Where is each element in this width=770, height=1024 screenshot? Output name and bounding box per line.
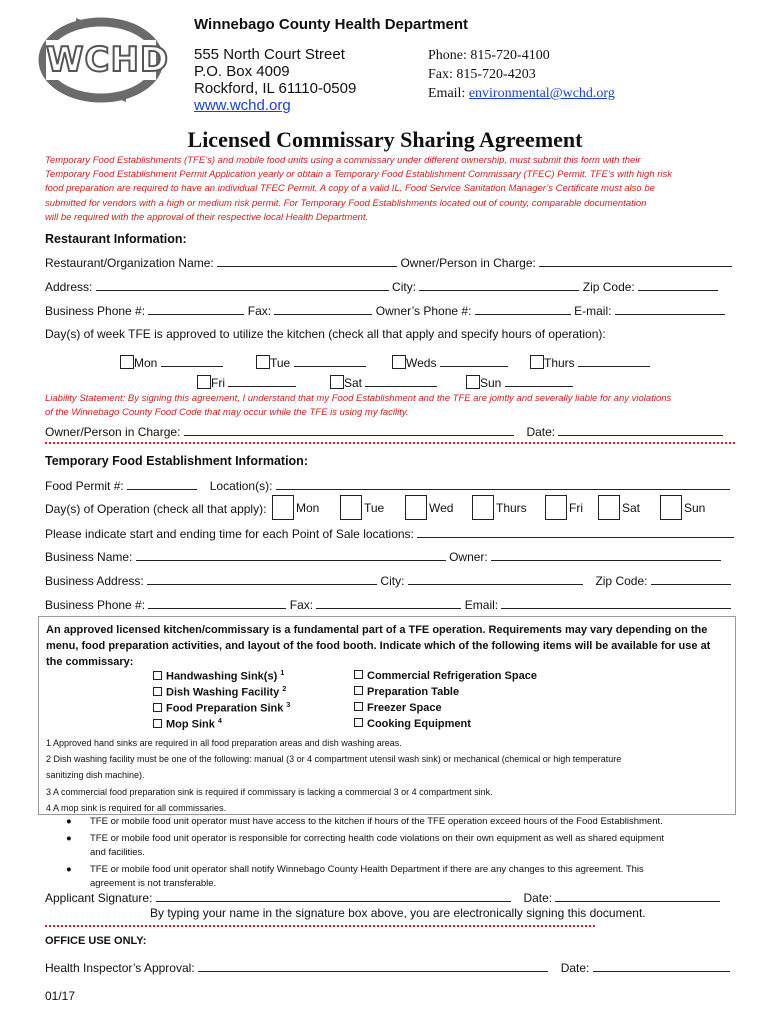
item-label: Commercial Refrigeration Space bbox=[367, 670, 537, 682]
commissary-intro-line: menu, food preparation activities, and layout of the food booth. Indicate which of the following items will be available for use at bbox=[46, 640, 711, 652]
tfe-day-sat[interactable] bbox=[598, 495, 640, 520]
intro-line: food preparation are required to have an individual TFEC Permit. A copy of a valid IL. Food Service Sanitation Manager’s Certificate must also be bbox=[45, 183, 655, 195]
day-option-tue[interactable] bbox=[256, 355, 366, 370]
city-field[interactable] bbox=[419, 279, 579, 291]
owner-label: Owner/Person in Charge: bbox=[400, 256, 536, 270]
applicant-signature-row bbox=[45, 890, 720, 905]
section-divider bbox=[45, 442, 735, 444]
applicant-signature-field[interactable] bbox=[156, 890, 511, 902]
owner-signature-field[interactable] bbox=[184, 424, 514, 436]
requirement-item bbox=[66, 832, 664, 861]
checkbox[interactable] bbox=[153, 671, 162, 680]
checkbox-tue[interactable] bbox=[256, 355, 270, 369]
intro-line: Temporary Food Establishment Permit Application yearly or obtain a Temporary Food Establishment Commissary (TFEC) Permit. TFE’s with high risk bbox=[45, 169, 673, 181]
liability-line: of the Winnebago County Food Code that may occur while the TFE is using my facility. bbox=[45, 406, 409, 418]
commissary-intro-line: the commissary: bbox=[46, 656, 134, 668]
day-label: Tue bbox=[270, 356, 291, 370]
intro-line: submitted for vendors with a high or medium risk permit. For Temporary Food Establishments located out of county, comparable documentation bbox=[45, 197, 647, 209]
intro-line: Temporary Food Establishments (TFE’s) and mobile food units using a commissary under different ownership, must submit this form with their bbox=[45, 155, 641, 166]
permit-row bbox=[45, 478, 730, 493]
hours-field-mon[interactable] bbox=[161, 355, 223, 367]
permit-field[interactable] bbox=[127, 478, 197, 490]
business-name-field[interactable] bbox=[136, 549, 446, 561]
tfe-heading: Temporary Food Establishment Information: bbox=[45, 454, 308, 468]
day-label: Fri bbox=[211, 376, 225, 390]
checkbox-sat[interactable] bbox=[330, 375, 344, 389]
owner-phone-field[interactable] bbox=[475, 303, 571, 315]
kitchen-days-question: Day(s) of week TFE is approved to utilize the kitchen (check all that apply and specify hours of operation): bbox=[45, 327, 606, 341]
bullet-icon: ● bbox=[66, 832, 72, 844]
checkbox-wed[interactable] bbox=[405, 495, 427, 520]
requirement-line: and facilities. bbox=[90, 847, 145, 858]
checkbox[interactable] bbox=[153, 719, 162, 728]
item-cooking-equipment[interactable] bbox=[354, 718, 471, 730]
checkbox-thurs[interactable] bbox=[530, 355, 544, 369]
e-signature-note: By typing your name in the signature box above, you are electronically signing this document. bbox=[150, 906, 646, 920]
email-field[interactable] bbox=[615, 303, 725, 315]
tfe-phone-label: Business Phone #: bbox=[45, 598, 146, 612]
zip-label: Zip Code: bbox=[582, 280, 635, 294]
email-label: E-mail: bbox=[574, 304, 612, 318]
form-revision-date: 01/17 bbox=[45, 989, 76, 1003]
day-label: Thurs bbox=[496, 500, 527, 515]
footnote: sanitizing dish machine). bbox=[46, 770, 145, 781]
requirement-item bbox=[66, 815, 664, 830]
requirement-line: agreement is not transferable. bbox=[90, 878, 217, 889]
section-divider bbox=[45, 925, 595, 927]
website-link[interactable]: www.wchd.org bbox=[194, 97, 291, 114]
locations-field[interactable] bbox=[276, 478, 730, 490]
inspector-date-label: Date: bbox=[560, 961, 590, 975]
day-option-thurs[interactable] bbox=[530, 355, 650, 370]
tfe-zip-label: Zip Code: bbox=[595, 574, 648, 588]
email-link[interactable]: environmental@wchd.org bbox=[468, 86, 615, 101]
applicant-date-field[interactable] bbox=[555, 890, 720, 902]
business-address-row bbox=[45, 573, 731, 588]
footnotes bbox=[46, 735, 621, 816]
tfe-zip-field[interactable] bbox=[651, 573, 731, 585]
fax-field[interactable] bbox=[274, 303, 372, 315]
day-option-fri[interactable] bbox=[197, 375, 296, 390]
inspector-date-field[interactable] bbox=[593, 960, 730, 972]
checkbox[interactable] bbox=[354, 702, 363, 711]
tfe-day-wed[interactable] bbox=[405, 495, 453, 520]
checkbox-fri[interactable] bbox=[545, 495, 567, 520]
inspector-approval-label: Health Inspector’s Approval: bbox=[45, 961, 195, 975]
phone-text: Phone: 815-720-4100 bbox=[428, 48, 550, 63]
zip-field[interactable] bbox=[638, 279, 718, 291]
day-option-sun[interactable] bbox=[466, 375, 573, 390]
hours-field-tue[interactable] bbox=[294, 355, 366, 367]
fax-text: Fax: 815-720-4203 bbox=[428, 67, 536, 82]
item-food-preparation-sink[interactable] bbox=[153, 702, 290, 715]
bullet-icon: ● bbox=[66, 816, 72, 827]
department-name: Winnebago County Health Department bbox=[194, 16, 469, 33]
day-option-sat[interactable] bbox=[330, 375, 437, 390]
logo-text: WCHD bbox=[46, 40, 170, 80]
intro-line: will be required with the approval of their respective local Health Department. bbox=[45, 211, 369, 223]
owner-date-field[interactable] bbox=[558, 424, 723, 436]
item-label: Freezer Space bbox=[367, 702, 442, 714]
checkbox[interactable] bbox=[354, 686, 363, 695]
address-field[interactable] bbox=[96, 279, 389, 291]
day-option-weds[interactable] bbox=[392, 355, 508, 370]
wchd-logo bbox=[36, 14, 170, 106]
day-label: Mon bbox=[134, 356, 158, 370]
office-use-heading: OFFICE USE ONLY: bbox=[45, 935, 147, 947]
city-label: City: bbox=[392, 280, 417, 294]
tfe-owner-field[interactable] bbox=[491, 549, 721, 561]
business-phone-label: Business Phone #: bbox=[45, 304, 146, 318]
checkbox[interactable] bbox=[153, 703, 162, 712]
footnote: 1 Approved hand sinks are required in all food preparation areas and dish washing areas. bbox=[46, 738, 402, 748]
org-name-row bbox=[45, 255, 732, 270]
business-name-row bbox=[45, 549, 721, 564]
business-phone-row bbox=[45, 597, 731, 612]
item-label: Mop Sink bbox=[166, 718, 215, 731]
requirement-line: TFE or mobile food unit operator must have access to the kitchen if hours of the TFE operation exceed hours of the Food Establishment. bbox=[90, 816, 663, 827]
item-label: Cooking Equipment bbox=[367, 718, 471, 730]
day-label: Fri bbox=[569, 500, 583, 515]
day-label: Wed bbox=[429, 500, 454, 515]
tfe-day-thurs[interactable] bbox=[472, 495, 527, 520]
owner-signature-label: Owner/Person in Charge: bbox=[45, 425, 181, 439]
tfe-fax-field[interactable] bbox=[316, 597, 461, 609]
tfe-email-label: Email: bbox=[464, 598, 499, 612]
hours-field-sat[interactable] bbox=[365, 375, 437, 387]
item-label: Preparation Table bbox=[367, 686, 460, 698]
item-preparation-table[interactable] bbox=[354, 686, 459, 698]
checkbox[interactable] bbox=[354, 718, 363, 727]
permit-label: Food Permit #: bbox=[45, 479, 124, 493]
commissary-intro bbox=[46, 622, 710, 670]
day-label: Mon bbox=[296, 500, 320, 515]
inspector-approval-field[interactable] bbox=[198, 960, 548, 972]
requirement-line: TFE or mobile food unit operator is responsible for correcting health code violations on their own equipment as well as shared equipment bbox=[90, 832, 665, 844]
business-phone-field[interactable] bbox=[148, 303, 244, 315]
fax-label: Fax: bbox=[247, 304, 272, 318]
hours-field-thurs[interactable] bbox=[578, 355, 650, 367]
tfe-city-field[interactable] bbox=[408, 573, 583, 585]
times-label: Please indicate start and ending time for each Point of Sale locations: bbox=[45, 527, 414, 541]
footnote-ref: 4 bbox=[217, 718, 222, 725]
footnote: 3 A commercial food preparation sink is required if commissary is lacking a commercial 3 or 4 compartment sink. bbox=[46, 786, 493, 797]
address-row bbox=[45, 279, 718, 294]
address-line-2: P.O. Box 4009 bbox=[194, 63, 290, 80]
checkbox-mon[interactable] bbox=[120, 355, 134, 369]
checkbox[interactable] bbox=[354, 670, 363, 679]
tfe-days-label: Day(s) of Operation (check all that apply): bbox=[45, 502, 267, 516]
item-freezer-space[interactable] bbox=[354, 702, 442, 714]
locations-label: Location(s): bbox=[209, 479, 273, 493]
phone-row bbox=[45, 303, 725, 318]
footnote: 4 A mop sink is required for all commissaries. bbox=[46, 802, 227, 813]
times-field[interactable] bbox=[417, 526, 734, 538]
item-dish-washing-facility[interactable] bbox=[153, 686, 286, 699]
email-label: Email: bbox=[428, 86, 469, 101]
requirement-item bbox=[66, 863, 664, 892]
day-label: Weds bbox=[406, 356, 437, 370]
day-label: Sun bbox=[480, 376, 502, 390]
owner-date-label: Date: bbox=[526, 425, 556, 439]
business-name-label: Business Name: bbox=[45, 550, 133, 564]
item-handwashing-sink[interactable] bbox=[153, 670, 284, 683]
inspector-approval-row bbox=[45, 960, 730, 975]
tfe-day-mon[interactable] bbox=[272, 495, 319, 520]
page-title: Licensed Commissary Sharing Agreement bbox=[187, 127, 583, 152]
hours-field-sun[interactable] bbox=[505, 375, 573, 387]
day-label: Sat bbox=[622, 500, 641, 515]
commissary-intro-line: An approved licensed kitchen/commissary is a fundamental part of a TFE operation. Requirements may vary depending on the bbox=[46, 624, 708, 636]
day-label: Sat bbox=[344, 376, 363, 390]
tfe-day-sun[interactable] bbox=[660, 495, 705, 520]
bullet-icon: ● bbox=[66, 863, 72, 875]
tfe-fax-label: Fax: bbox=[289, 598, 314, 612]
checkbox-weds[interactable] bbox=[392, 355, 406, 369]
footnote-ref: 3 bbox=[286, 702, 291, 709]
tfe-email-field[interactable] bbox=[501, 597, 731, 609]
tfe-city-label: City: bbox=[380, 574, 405, 588]
day-label: Thurs bbox=[544, 356, 575, 370]
day-option-mon[interactable] bbox=[120, 355, 223, 370]
footnote: 2 Dish washing facility must be one of the following: manual (3 or 4 compartment utensil wash sink) or mechanical (chemical or high temperature bbox=[46, 754, 622, 765]
email-text bbox=[428, 86, 615, 102]
business-address-field[interactable] bbox=[147, 573, 377, 585]
hours-field-fri[interactable] bbox=[228, 375, 296, 387]
liability-statement bbox=[45, 392, 671, 419]
requirements-list bbox=[66, 815, 664, 892]
item-commercial-refrigeration[interactable] bbox=[354, 670, 537, 682]
org-name-label: Restaurant/Organization Name: bbox=[45, 256, 214, 270]
org-name-field[interactable] bbox=[217, 255, 397, 267]
times-row bbox=[45, 526, 734, 541]
checkbox-tue[interactable] bbox=[340, 495, 362, 520]
restaurant-heading: Restaurant Information: bbox=[45, 232, 187, 246]
owner-field[interactable] bbox=[539, 255, 732, 267]
applicant-signature-label: Applicant Signature: bbox=[45, 891, 153, 905]
liability-line: Liability Statement: By signing this agreement, I understand that my Food Establishment and the TFE are jointly and severally liable for any violations bbox=[45, 393, 672, 404]
checkbox-thurs[interactable] bbox=[472, 495, 494, 520]
requirement-line: TFE or mobile food unit operator shall notify Winnebago County Health Department if there are any changes to this agreement. This bbox=[90, 863, 644, 875]
checkbox-sun[interactable] bbox=[660, 495, 682, 520]
address-label: Address: bbox=[45, 280, 93, 294]
tfe-day-fri[interactable] bbox=[545, 495, 583, 520]
item-mop-sink[interactable] bbox=[153, 718, 222, 731]
address-line-3: Rockford, IL 61110-0509 bbox=[194, 80, 357, 97]
checkbox-sun[interactable] bbox=[466, 375, 480, 389]
item-label: Food Preparation Sink bbox=[166, 702, 284, 715]
footnote-ref: 1 bbox=[280, 670, 285, 677]
applicant-date-label: Date: bbox=[523, 891, 553, 905]
business-address-label: Business Address: bbox=[45, 574, 144, 588]
hours-field-weds[interactable] bbox=[440, 355, 508, 367]
footnote-ref: 2 bbox=[282, 686, 287, 693]
item-label: Handwashing Sink(s) bbox=[166, 670, 278, 683]
checkbox-mon[interactable] bbox=[272, 495, 294, 520]
intro-paragraph bbox=[45, 154, 672, 225]
checkbox[interactable] bbox=[153, 687, 162, 696]
tfe-owner-label: Owner: bbox=[449, 550, 488, 564]
checkbox-fri[interactable] bbox=[197, 375, 211, 389]
owner-signature-row bbox=[45, 424, 723, 439]
address-line-1: 555 North Court Street bbox=[194, 46, 345, 63]
item-label: Dish Washing Facility bbox=[166, 686, 280, 699]
day-label: Tue bbox=[364, 500, 385, 515]
day-label: Sun bbox=[684, 500, 706, 515]
tfe-day-tue[interactable] bbox=[340, 495, 384, 520]
owner-phone-label: Owner’s Phone #: bbox=[375, 304, 472, 318]
checkbox-sat[interactable] bbox=[598, 495, 620, 520]
tfe-phone-field[interactable] bbox=[148, 597, 286, 609]
